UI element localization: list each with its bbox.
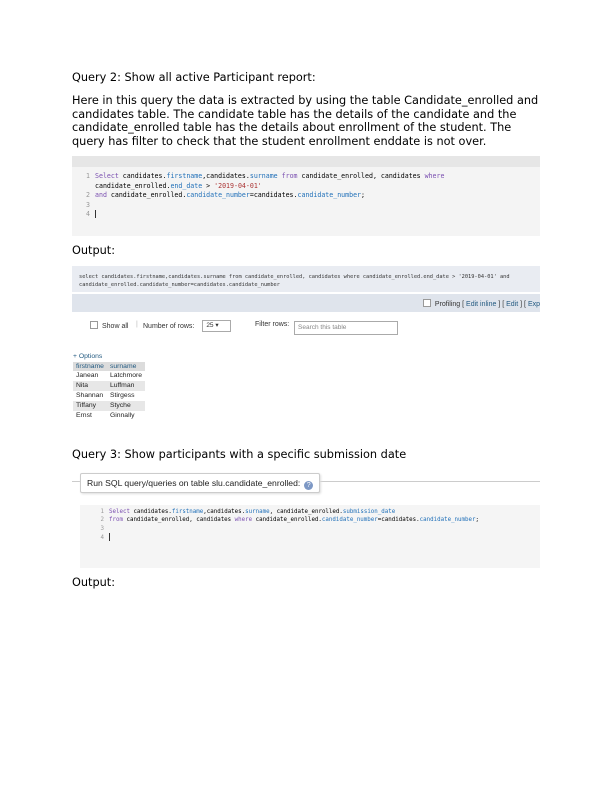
- line-number: 2: [100, 517, 104, 524]
- line-number: 1: [100, 509, 104, 515]
- explain-link[interactable]: Exp: [527, 301, 540, 308]
- line-number: 2: [86, 191, 90, 200]
- line-number: 4: [86, 210, 90, 219]
- table-row: [73, 371, 145, 381]
- table-cell: Latchmore: [109, 372, 143, 379]
- column-header-firstname[interactable]: firstname: [73, 362, 107, 371]
- line-number: 4: [100, 534, 104, 541]
- table-cell: Luffman: [107, 381, 145, 391]
- table-cell: Tiffany: [73, 401, 107, 411]
- table-row: [73, 391, 145, 401]
- output1-label: Output:: [72, 244, 116, 257]
- edit-inline-link[interactable]: Edit inline: [466, 301, 497, 308]
- table-row: [73, 411, 145, 421]
- run-sql-title: Run SQL query/queries on table slu.candidate_enrolled:: [87, 478, 301, 488]
- filter-rows-input[interactable]: Search this table: [294, 321, 398, 335]
- query2-heading: Query 2: Show all active Participant report:: [72, 71, 316, 84]
- text-cursor: [95, 210, 96, 218]
- table-cell: Nita: [73, 381, 107, 391]
- profiling-label: Profiling: [434, 301, 461, 308]
- results-table: [73, 362, 145, 421]
- output2-label: Output:: [72, 576, 116, 589]
- table-cell: Janean: [76, 372, 99, 379]
- show-all-control[interactable]: [90, 321, 128, 330]
- options-link[interactable]: + Options: [73, 353, 103, 360]
- text-cursor: [109, 533, 110, 541]
- executed-sql-box: [72, 266, 540, 292]
- line-number: 1: [86, 172, 90, 180]
- profiling-links: Profiling [ Edit inline ] [ Edit ] [ Exp: [423, 299, 540, 308]
- sql-editor-query2[interactable]: [72, 156, 540, 236]
- filter-label: Filter rows:: [255, 321, 290, 328]
- rows-select[interactable]: 25 ▾: [202, 320, 231, 332]
- run-sql-legend: [80, 473, 320, 493]
- query-options-bar: [72, 294, 540, 312]
- edit-link[interactable]: Edit: [506, 301, 519, 308]
- column-header-surname[interactable]: surname: [107, 362, 145, 371]
- sql-code: 1 Select candidates.firstname,candidates.surname, candidate_enrolled.submission_date 2 from candidate_enrolled, candidates where candidate_enrolled.candidate_number=candidates.candidate_number; 3 4: [90, 508, 479, 542]
- table-cell: Stirgess: [109, 392, 135, 399]
- run-sql-panel: [72, 478, 540, 568]
- executed-sql: select candidates.firstname,candidates.surname from candidate_enrolled, candidates where candidate_enrolled.end_date > '2019-04-01' and candidate_enrolled.candidate_number=candidates.candidate_number: [79, 274, 510, 289]
- show-all-label: Show all: [102, 323, 129, 330]
- table-row: [73, 381, 145, 391]
- table-cell: Styche: [107, 401, 145, 411]
- table-header-row: [73, 362, 145, 371]
- rows-label: Number of rows:: [143, 322, 195, 330]
- table-cell: Ginnally: [109, 412, 135, 419]
- table-cell: Shannan: [76, 392, 104, 399]
- table-cell: Ernst: [76, 412, 92, 419]
- sql-code: 1 Select candidates.firstname,candidates.surname from candidate_enrolled, candidates where candidate_enrolled.end_date > '2019-04-01' 2 and candidate_enrolled.candidate_number=candidates.candidate_number; 3 4: [76, 172, 444, 220]
- separator: |: [136, 321, 138, 328]
- rows-control: [143, 320, 231, 332]
- sql-editor-query3[interactable]: [80, 505, 540, 568]
- query2-description: Here in this query the data is extracted by using the table Candidate_enrolled and candidates table. The candidate table has the details of the candidate and the candidate_enrolled table has the details about enrollment of the student. The query has filter to check that the student enrollment enddate is not over.: [72, 94, 539, 148]
- editor-toolbar: [72, 156, 540, 167]
- line-number: 3: [86, 200, 90, 209]
- show-all-checkbox[interactable]: [90, 321, 98, 329]
- help-icon[interactable]: ?: [304, 481, 313, 490]
- profiling-checkbox[interactable]: [423, 299, 431, 307]
- query3-heading: Query 3: Show participants with a specific submission date: [72, 448, 407, 461]
- table-row: [73, 401, 145, 411]
- line-number: 3: [100, 525, 104, 532]
